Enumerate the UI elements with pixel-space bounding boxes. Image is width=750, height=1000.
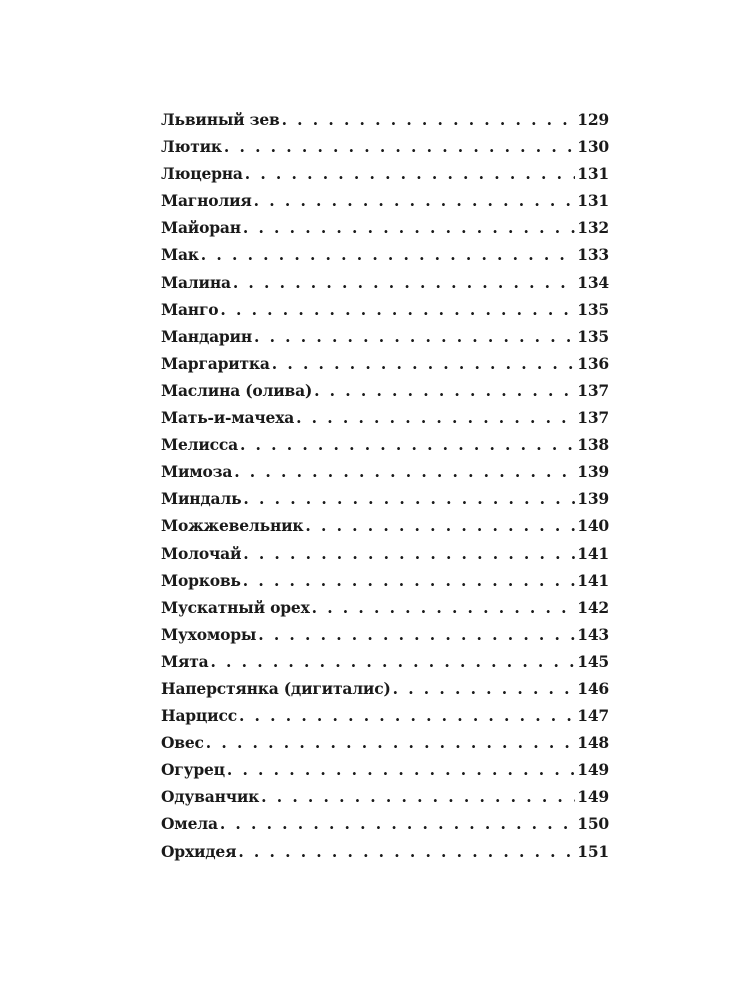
toc-entry-title: Магнолия [161, 191, 252, 211]
toc-entry [161, 544, 609, 571]
toc-leader-dots [220, 814, 575, 833]
toc-entry-title: Одуванчик [161, 787, 260, 807]
toc-entry [161, 571, 609, 598]
toc-entry [161, 625, 609, 652]
toc-entry-title: Манго [161, 299, 219, 319]
toc-entry-title: Мимоза [161, 462, 233, 482]
toc-entry [161, 598, 609, 625]
toc-entry [161, 245, 609, 272]
table-of-contents [161, 110, 609, 869]
toc-entry-title: Малина [161, 272, 231, 292]
toc-entry-title: Львиный зев [161, 110, 280, 129]
toc-entry-page-number: 139 [577, 462, 609, 482]
toc-entry-page-number: 141 [577, 570, 609, 590]
toc-leader-dots [254, 327, 575, 346]
toc-entry [161, 516, 609, 543]
toc-entry-page-number: 148 [577, 733, 609, 753]
toc-entry [161, 760, 609, 787]
toc-entry-title: Миндаль [161, 489, 242, 509]
toc-leader-dots [243, 544, 575, 563]
toc-entry [161, 462, 609, 489]
toc-leader-dots [254, 191, 576, 210]
toc-leader-dots [393, 679, 576, 698]
toc-entry-title: Мускатный орех [161, 597, 310, 617]
toc-leader-dots [305, 516, 575, 535]
toc-leader-dots [240, 435, 575, 454]
toc-entry [161, 408, 609, 435]
toc-entry [161, 842, 609, 869]
toc-entry [161, 137, 609, 164]
toc-entry [161, 381, 609, 408]
toc-leader-dots [282, 110, 576, 129]
toc-leader-dots [239, 706, 575, 725]
toc-entry-title: Наперстянка (дигиталис) [161, 678, 391, 698]
toc-leader-dots [245, 164, 575, 183]
toc-entry-page-number: 145 [577, 651, 609, 671]
toc-entry [161, 191, 609, 218]
toc-leader-dots [220, 300, 575, 319]
toc-leader-dots [243, 571, 575, 590]
toc-leader-dots [227, 760, 575, 779]
toc-entry-page-number: 149 [577, 787, 609, 807]
toc-leader-dots [314, 381, 575, 400]
toc-entry-title: Орхидея [161, 841, 237, 861]
toc-leader-dots [258, 625, 575, 644]
toc-entry-page-number: 129 [577, 110, 609, 129]
toc-entry-title: Мать-и-мачеха [161, 408, 295, 428]
toc-entry-title: Лютик [161, 137, 222, 157]
toc-entry-page-number: 147 [577, 706, 609, 726]
toc-entry-page-number: 151 [577, 841, 609, 861]
toc-entry [161, 489, 609, 516]
toc-entry-page-number: 141 [577, 543, 609, 563]
toc-leader-dots [206, 733, 575, 752]
toc-entry-title: Маргаритка [161, 353, 270, 373]
toc-entry-page-number: 135 [577, 326, 609, 346]
toc-entry-title: Нарцисс [161, 706, 237, 726]
toc-leader-dots [243, 218, 575, 237]
toc-entry [161, 110, 609, 137]
toc-entry-title: Молочай [161, 543, 242, 563]
toc-entry-page-number: 140 [577, 516, 609, 536]
toc-entry-page-number: 137 [577, 380, 609, 400]
toc-entry-page-number: 146 [577, 678, 609, 698]
toc-entry-title: Морковь [161, 570, 241, 590]
toc-entry-title: Огурец [161, 760, 225, 780]
toc-entry-page-number: 132 [577, 218, 609, 238]
toc-entry [161, 354, 609, 381]
toc-entry-page-number: 136 [577, 353, 609, 373]
toc-entry [161, 652, 609, 679]
toc-entry [161, 733, 609, 760]
toc-leader-dots [272, 354, 575, 373]
toc-entry-page-number: 149 [577, 760, 609, 780]
toc-leader-dots [296, 408, 575, 427]
toc-entry [161, 300, 609, 327]
toc-entry-title: Мак [161, 245, 199, 265]
toc-entry [161, 706, 609, 733]
toc-entry-title: Мандарин [161, 326, 252, 346]
toc-leader-dots [224, 137, 575, 156]
toc-entry-page-number: 150 [577, 814, 609, 834]
toc-entry [161, 435, 609, 462]
toc-leader-dots [234, 462, 575, 481]
toc-leader-dots [312, 598, 576, 617]
toc-entry-page-number: 137 [577, 408, 609, 428]
toc-entry [161, 679, 609, 706]
toc-entry-page-number: 133 [577, 245, 609, 265]
toc-leader-dots [238, 842, 575, 861]
toc-entry-page-number: 134 [577, 272, 609, 292]
toc-entry [161, 787, 609, 814]
toc-entry [161, 814, 609, 841]
toc-entry [161, 327, 609, 354]
toc-entry-page-number: 131 [577, 191, 609, 211]
toc-entry-page-number: 138 [577, 435, 609, 455]
toc-leader-dots [201, 245, 575, 264]
toc-entry-title: Майоран [161, 218, 241, 238]
toc-entry-title: Люцерна [161, 164, 243, 184]
toc-entry-title: Маслина (олива) [161, 380, 313, 400]
toc-entry [161, 164, 609, 191]
toc-leader-dots [261, 787, 575, 806]
toc-entry-page-number: 130 [577, 137, 609, 157]
toc-entry-page-number: 135 [577, 299, 609, 319]
toc-leader-dots [210, 652, 575, 671]
toc-entry-title: Омела [161, 814, 218, 834]
toc-entry-page-number: 143 [577, 624, 609, 644]
toc-leader-dots [233, 273, 575, 292]
toc-entry-title: Можжевельник [161, 516, 304, 536]
toc-entry-title: Мелисса [161, 435, 238, 455]
toc-entry-title: Мята [161, 651, 209, 671]
toc-entry-title: Мухоморы [161, 624, 257, 644]
toc-entry [161, 273, 609, 300]
toc-entry-page-number: 139 [577, 489, 609, 509]
toc-entry-page-number: 131 [577, 164, 609, 184]
toc-entry-page-number: 142 [577, 597, 609, 617]
toc-entry [161, 218, 609, 245]
toc-leader-dots [243, 489, 575, 508]
toc-entry-title: Овес [161, 733, 204, 753]
